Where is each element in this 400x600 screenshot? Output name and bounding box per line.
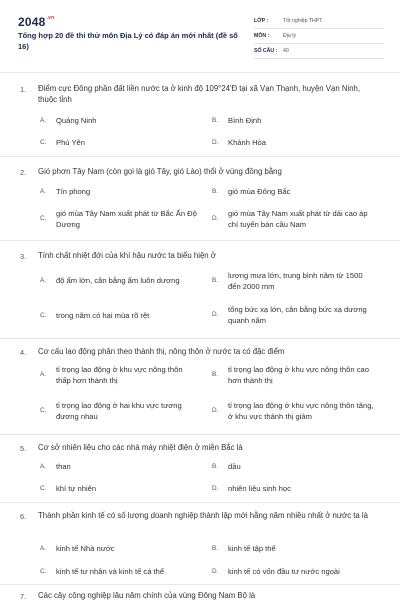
option-d[interactable] [212, 138, 372, 149]
option-text: dầu [228, 462, 241, 471]
question-5 [0, 434, 400, 502]
option-letter: C. [40, 568, 47, 575]
question-number: 1. [20, 85, 27, 94]
option-c[interactable] [40, 138, 200, 149]
option-text: Quảng Ninh [56, 116, 97, 125]
option-letter: C. [40, 215, 47, 223]
option-letter: A. [40, 463, 47, 470]
option-letter: D. [212, 215, 219, 223]
option-b[interactable] [212, 271, 377, 292]
option-b[interactable] [212, 116, 372, 127]
option-text: gió mùa Tây Nam xuất phát từ dải cao áp chí tuyến bán cầu Nam [228, 209, 368, 229]
option-a[interactable] [40, 544, 200, 555]
question-text: Điểm cực Đông phần đất liền nước ta ở kinh độ 109°24'Đ tại xã Vạn Thạnh, huyện Vạn Ninh, thuộc tỉnh [38, 84, 361, 104]
option-letter: A. [40, 277, 47, 284]
meta-row-class [254, 14, 384, 29]
option-letter: D. [212, 139, 219, 146]
option-c[interactable] [40, 209, 205, 230]
option-letter: B. [212, 463, 219, 470]
question-text: Cơ cấu lao động phân theo thành thị, nông thôn ở nước ta có đặc điểm [38, 347, 285, 356]
meta-label: LỚP : [254, 18, 269, 24]
question-number: 3. [20, 252, 27, 261]
option-letter: B. [212, 277, 219, 285]
site-logo[interactable] [18, 15, 54, 29]
option-a[interactable] [40, 187, 200, 198]
option-text: gió mùa Đông Bắc [228, 187, 291, 196]
question-number: 7. [20, 592, 27, 600]
option-letter: A. [40, 371, 47, 379]
question-text: Gió phơn Tây Nam (còn gọi là gió Tây, gió Lào) thổi ở vùng đồng bằng [38, 167, 282, 176]
option-b[interactable] [212, 544, 372, 555]
option-c[interactable] [40, 401, 205, 422]
option-a[interactable] [40, 462, 200, 473]
meta-row-subject [254, 29, 384, 44]
option-text: Tín phong [56, 187, 91, 196]
question-1 [0, 72, 400, 156]
option-letter: B. [212, 371, 219, 379]
meta-value: Địa lý [283, 33, 296, 39]
option-c[interactable] [40, 484, 200, 495]
option-c[interactable] [40, 311, 200, 322]
question-7 [0, 584, 400, 600]
question-2 [0, 156, 400, 240]
document-title: Tổng hợp 20 đề thi thử môn Địa Lý có đáp án mới nhất (đề số 16) [18, 31, 238, 51]
option-c[interactable] [40, 567, 210, 578]
option-text: Phú Yên [56, 138, 85, 147]
option-letter: A. [40, 545, 47, 552]
option-d[interactable] [212, 305, 377, 326]
question-number: 5. [20, 444, 27, 453]
option-letter: B. [212, 117, 219, 124]
question-4 [0, 338, 400, 434]
option-d[interactable] [212, 209, 377, 230]
option-text: than [56, 462, 71, 471]
meta-value: 40 [283, 48, 289, 54]
option-text: tỉ trọng lao động ở khu vực nông thôn thấp hơn thành thị [56, 365, 183, 385]
option-text: nhiên liệu sinh học [228, 484, 291, 493]
option-text: kinh tế Nhà nước [56, 544, 115, 553]
option-letter: D. [212, 568, 219, 575]
option-text: tổng bức xạ lớn, cân bằng bức xạ dương quanh năm [228, 305, 367, 325]
option-letter: C. [40, 407, 47, 415]
option-text: Khánh Hòa [228, 138, 266, 147]
option-a[interactable] [40, 116, 200, 127]
option-text: tỉ trọng lao động ở khu vực nông thôn cao hơn thành thị [228, 365, 369, 385]
option-letter: D. [212, 485, 219, 492]
meta-value: Tốt nghiệp THPT [283, 18, 323, 24]
option-b[interactable] [212, 462, 372, 473]
option-text: trong năm có hai mùa rõ rệt [56, 311, 150, 320]
option-letter: B. [212, 545, 219, 552]
question-text: Các cây công nghiệp lâu năm chính của vùng Đông Nam Bộ là [38, 591, 256, 600]
question-text: Thành phần kinh tế có số lượng doanh nghiệp thành lập mới hằng năm nhiều nhất ở nước ta là [38, 511, 368, 520]
question-text: Cơ sở nhiên liệu cho các nhà máy nhiệt điện ở miền Bắc là [38, 443, 243, 452]
option-text: lượng mưa lớn, trung bình năm từ 1500 đến 2000 mm [228, 271, 363, 291]
option-text: khí tự nhiên [56, 484, 97, 493]
option-text: gió mùa Tây Nam xuất phát từ Bắc Ấn Độ Dương [56, 209, 197, 229]
logo-suffix: .vn [46, 15, 55, 21]
option-text: kinh tế có vốn đầu tư nước ngoài [228, 567, 340, 576]
option-letter: B. [212, 188, 219, 195]
logo-text: 2048 [18, 15, 46, 29]
option-text: kinh tế tập thể [228, 544, 276, 553]
option-b[interactable] [212, 187, 372, 198]
option-letter: D. [212, 407, 219, 415]
option-d[interactable] [212, 567, 382, 578]
option-text: kinh tế tư nhân và kinh tế cá thể [56, 567, 165, 576]
option-letter: A. [40, 117, 47, 124]
option-letter: C. [40, 485, 47, 492]
option-b[interactable] [212, 365, 377, 386]
option-letter: C. [40, 312, 47, 319]
question-number: 4. [20, 348, 27, 357]
meta-row-count [254, 44, 384, 59]
option-d[interactable] [212, 484, 372, 495]
option-text: độ ẩm lớn, cân bằng ẩm luôn dương [56, 276, 180, 285]
meta-label: SỐ CÂU : [254, 48, 278, 54]
question-3 [0, 240, 400, 338]
option-text: tỉ trọng lao động ở khu vực nông thôn tăng, ở khu vực thành thị giảm [228, 401, 374, 421]
option-d[interactable] [212, 401, 380, 422]
question-number: 2. [20, 168, 27, 177]
option-a[interactable] [40, 365, 205, 386]
option-letter: A. [40, 188, 47, 195]
option-letter: C. [40, 139, 47, 146]
question-6 [0, 502, 400, 584]
document-header [0, 0, 400, 64]
option-letter: D. [212, 311, 219, 319]
question-number: 6. [20, 512, 27, 521]
option-a[interactable] [40, 276, 210, 287]
document-meta [254, 14, 384, 59]
option-text: Bình Định [228, 116, 262, 125]
question-text: Tính chất nhiệt đới của khí hậu nước ta biểu hiện ở [38, 251, 216, 260]
option-text: tỉ trọng lao động ở hai khu vực tương đương nhau [56, 401, 182, 421]
meta-label: MÔN : [254, 33, 270, 39]
